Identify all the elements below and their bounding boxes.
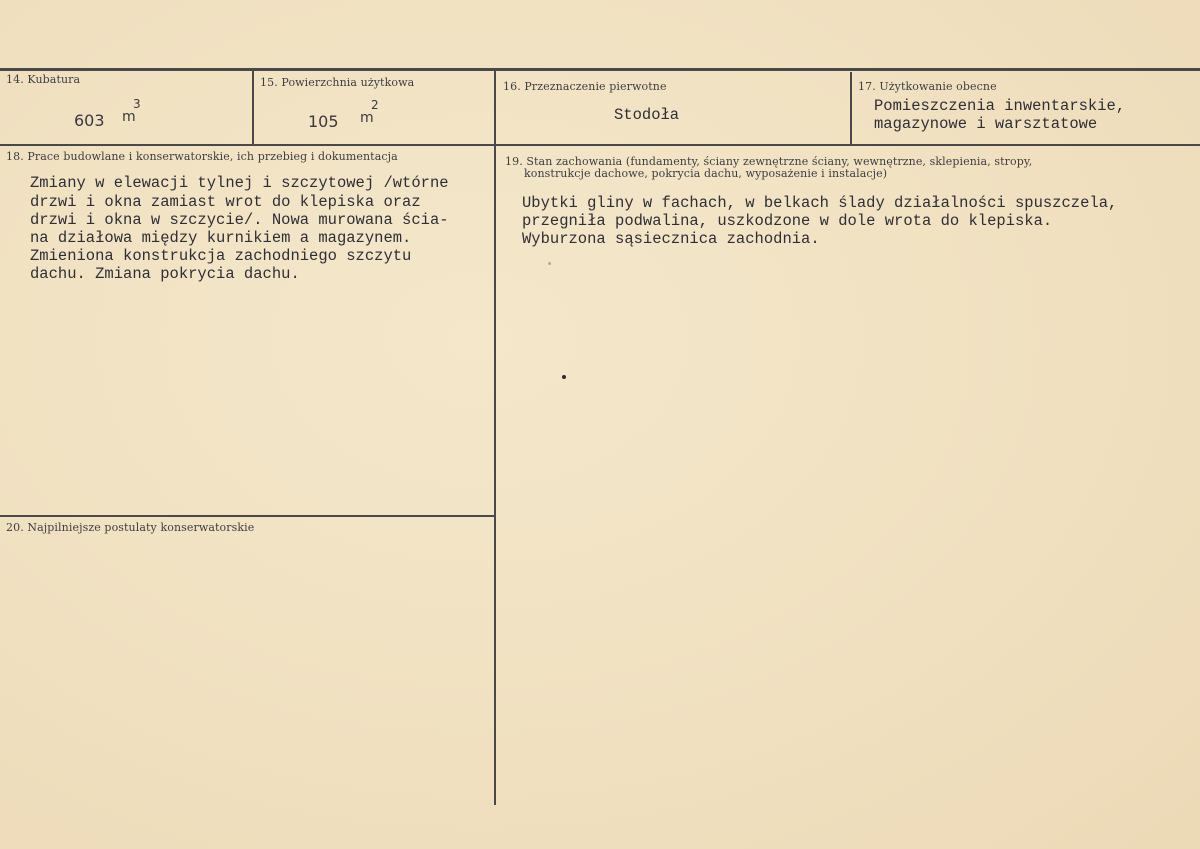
field-15-exponent: 2 xyxy=(371,98,379,112)
field-18-line-4: na działowa między kurnikiem a magazynem. xyxy=(30,229,412,247)
field-19-line-1: Ubytki gliny w fachach, w belkach ślady działalności spuszczela, xyxy=(522,194,1118,212)
field-17-line-1: Pomieszczenia inwentarskie, xyxy=(874,97,1126,115)
section18-bottom-rule xyxy=(0,515,494,517)
field-14-value: 603 xyxy=(74,111,105,130)
field-14-unit: m xyxy=(122,109,136,125)
field-18-line-1: Zmiany w elewacji tylnej i szczytowej /wtórne xyxy=(30,174,449,192)
divider-16-17 xyxy=(850,72,852,145)
field-15-value: 105 xyxy=(308,112,339,131)
field-14-exponent: 3 xyxy=(133,97,141,111)
field-18-line-5: Zmieniona konstrukcja zachodniego szczytu xyxy=(30,247,412,265)
field-16-value: Stodoła xyxy=(614,106,680,124)
field-18-label: 18. Prace budowlane i konserwatorskie, ich przebieg i dokumentacja xyxy=(6,150,398,163)
field-19-line-3: Wyburzona sąsiecznica zachodnia. xyxy=(522,230,820,248)
row1-bottom-rule xyxy=(0,144,1200,146)
field-17-label: 17. Użytkowanie obecne xyxy=(858,80,997,93)
field-19-label-line-1: 19. Stan zachowania (fundamenty, ściany zewnętrzne ściany, wewnętrzne, sklepienia, stropy, xyxy=(505,155,1033,168)
ink-speck xyxy=(562,375,566,379)
field-18-line-6: dachu. Zmiana pokrycia dachu. xyxy=(30,265,300,283)
field-16-label: 16. Przeznaczenie pierwotne xyxy=(503,80,667,93)
field-17-line-2: magazynowe i warsztatowe xyxy=(874,115,1098,133)
field-15-unit: m xyxy=(360,110,374,126)
top-rule xyxy=(0,68,1200,71)
field-20-label: 20. Najpilniejsze postulaty konserwatorskie xyxy=(6,521,255,534)
field-18-line-2: drzwi i okna zamiast wrot do klepiska oraz xyxy=(30,193,421,211)
field-19-line-2: przegniła podwalina, uszkodzone w dole wrota do klepiska. xyxy=(522,212,1053,230)
ink-speck-faint xyxy=(548,262,551,265)
divider-14-15 xyxy=(252,70,254,145)
field-14-label: 14. Kubatura xyxy=(6,73,81,86)
field-19-label-line-2: konstrukcje dachowe, pokrycia dachu, wyposażenie i instalacje) xyxy=(524,167,888,180)
divider-15-16 xyxy=(494,70,496,805)
field-18-line-3: drzwi i okna w szczycie/. Nowa murowana ścia- xyxy=(30,211,449,229)
field-15-label: 15. Powierzchnia użytkowa xyxy=(260,76,415,89)
